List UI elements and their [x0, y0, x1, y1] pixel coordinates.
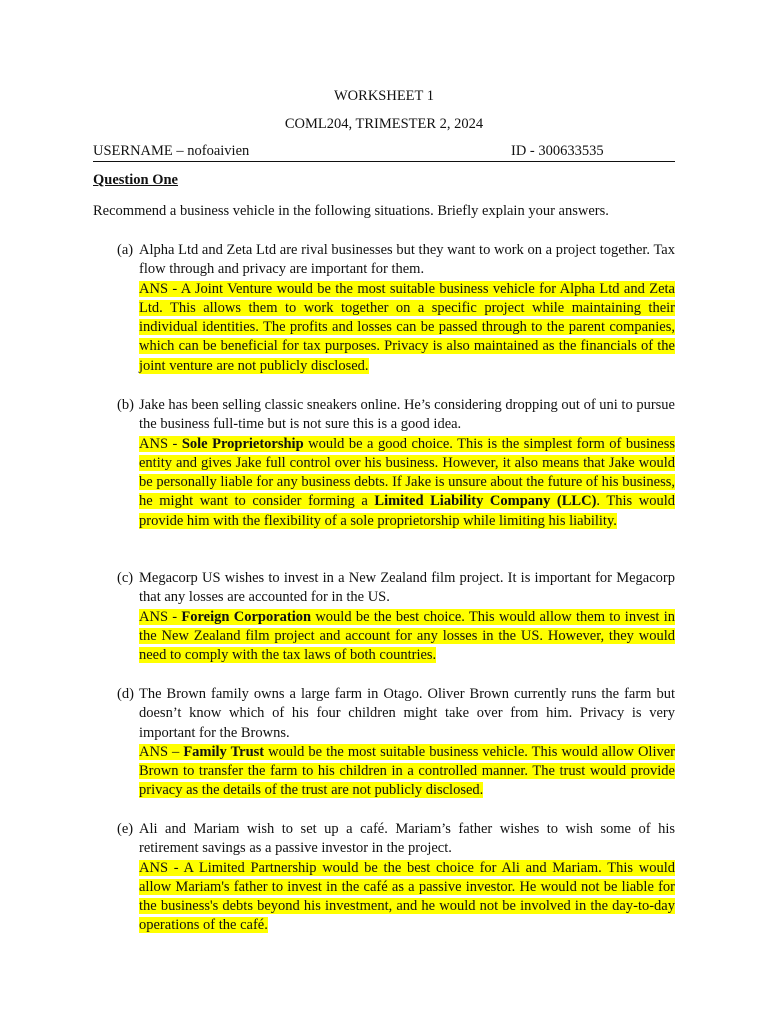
item-answer	[139, 859, 675, 936]
item-question: Ali and Mariam wish to set up a café. Mariam’s father wishes to wish some of his retirement savings as a passive investor in the project.	[139, 821, 675, 857]
answer-bold: Sole Proprietorship	[181, 435, 304, 452]
list-item-a	[117, 241, 675, 376]
question-intro: Recommend a business vehicle in the following situations. Briefly explain your answers.	[93, 203, 609, 219]
item-answer	[139, 280, 675, 376]
answer-text: ANS - A Limited Partnership would be the best choice for Ali and Mariam. This would allow Mariam's father to invest in the café as a passive investor. He would not be liable for the business's debts beyond his investment, and he would not be involved in the day-to-day operations of the café.	[139, 859, 675, 934]
answer-text: ANS –	[139, 743, 184, 760]
item-question: Megacorp US wishes to invest in a New Zealand film project. It is important for Megacorp that any losses are accounted for in the US.	[139, 570, 675, 606]
item-question: The Brown family owns a large farm in Otago. Oliver Brown currently runs the farm but doesn’t know which of his four children might take over from him. Privacy is very important for the Browns.	[139, 686, 675, 741]
list-item-e	[117, 820, 675, 936]
list-item-d	[117, 685, 675, 801]
course-line: COML204, TRIMESTER 2, 2024	[284, 116, 484, 132]
question-heading: Question One	[93, 172, 178, 188]
item-label: (b)	[117, 397, 134, 413]
list-item-b	[117, 396, 675, 531]
answer-text: . This would provide him with the flexibility of a sole proprietorship while limiting his liability.	[139, 493, 675, 529]
answer-bold: Family Trust	[183, 743, 265, 760]
answer-text: would be a good choice. This is the simplest form of business entity and gives Jake full control over his business. However, it also means that Jake would be personally liable for any business debts. If Jake is unsure about the future of his business, he might want to consider forming a	[139, 435, 675, 510]
username: USERNAME – nofoaivien	[93, 143, 250, 159]
answer-text: ANS -	[139, 435, 182, 452]
answer-bold: Foreign Corporation	[181, 608, 312, 625]
answer-text: would be the most suitable business vehicle. This would allow Oliver Brown to transfer the farm to his children in a controlled manner. The trust would provide privacy as the details of the trust are not publicly disclosed.	[139, 743, 675, 799]
item-label: (d)	[117, 686, 134, 702]
student-id: ID - 300633535	[511, 143, 604, 159]
item-label: (e)	[117, 821, 134, 837]
list-item-c	[117, 569, 675, 665]
answer-bold: Limited Liability Company (LLC)	[374, 493, 597, 510]
answer-text: ANS -	[139, 608, 182, 625]
item-question: Jake has been selling classic sneakers online. He’s considering dropping out of uni to pursue the business full-time but is not sure this is a good idea.	[139, 397, 675, 433]
item-question: Alpha Ltd and Zeta Ltd are rival businesses but they want to work on a project together. Tax flow through and privacy are important for them.	[139, 242, 675, 278]
answer-text: ANS - A Joint Venture would be the most suitable business vehicle for Alpha Ltd and Zeta Ltd. This allows them to work together on a specific project while maintaining their individual identities. The profits and losses can be passed through to the parent companies, which can be beneficial for tax purposes. Privacy is also maintained as the financials of the joint venture are not publicly disclosed.	[139, 280, 675, 374]
item-answer	[139, 608, 675, 666]
answer-text: would be the best choice. This would allow them to invest in the New Zealand film project and account for any losses in the US. However, they would need to comply with the tax laws of both countries.	[139, 608, 675, 664]
item-label: (a)	[117, 242, 134, 258]
user-info-line	[93, 143, 675, 162]
item-answer	[139, 435, 675, 531]
item-answer	[139, 743, 675, 801]
item-label: (c)	[117, 570, 134, 586]
worksheet-title: WORKSHEET 1	[333, 88, 435, 104]
